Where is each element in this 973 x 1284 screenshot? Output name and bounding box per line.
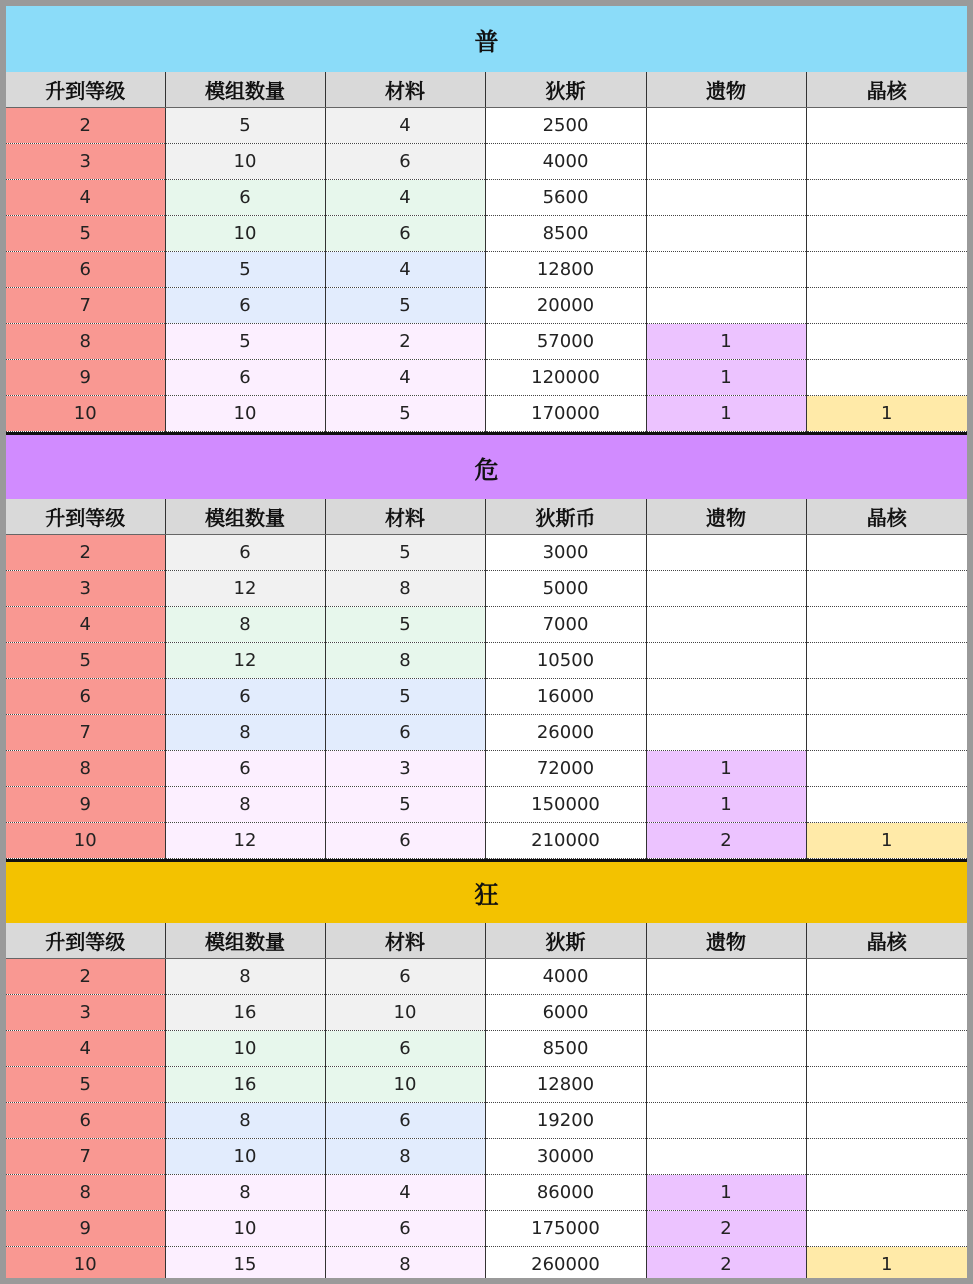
materials-cell: 8 xyxy=(325,643,485,679)
currency-cell: 12800 xyxy=(485,1067,646,1103)
relic-cell xyxy=(646,108,806,144)
level-cell: 7 xyxy=(6,715,165,751)
modules-cell: 10 xyxy=(165,144,325,180)
materials-cell: 6 xyxy=(325,216,485,252)
materials-cell: 4 xyxy=(325,108,485,144)
header-core: 晶核 xyxy=(806,72,967,108)
core-cell xyxy=(806,535,967,571)
currency-cell: 5000 xyxy=(485,571,646,607)
header-modules: 模组数量 xyxy=(165,72,325,108)
materials-cell: 10 xyxy=(325,1067,485,1103)
table-row xyxy=(6,180,967,216)
level-cell: 10 xyxy=(6,823,165,859)
cost-table xyxy=(6,72,967,432)
level-cell: 10 xyxy=(6,1247,165,1279)
relic-cell: 2 xyxy=(646,823,806,859)
currency-cell: 8500 xyxy=(485,1031,646,1067)
currency-cell: 7000 xyxy=(485,607,646,643)
table-row xyxy=(6,396,967,432)
level-cell: 6 xyxy=(6,252,165,288)
relic-cell xyxy=(646,715,806,751)
header-level: 升到等级 xyxy=(6,499,165,535)
modules-cell: 8 xyxy=(165,715,325,751)
relic-cell xyxy=(646,180,806,216)
currency-cell: 26000 xyxy=(485,715,646,751)
currency-cell: 72000 xyxy=(485,751,646,787)
modules-cell: 5 xyxy=(165,324,325,360)
level-cell: 6 xyxy=(6,679,165,715)
level-cell: 9 xyxy=(6,1211,165,1247)
table-row xyxy=(6,823,967,859)
materials-cell: 4 xyxy=(325,180,485,216)
currency-cell: 120000 xyxy=(485,360,646,396)
level-cell: 3 xyxy=(6,995,165,1031)
header-level: 升到等级 xyxy=(6,923,165,959)
materials-cell: 8 xyxy=(325,571,485,607)
modules-cell: 12 xyxy=(165,823,325,859)
modules-cell: 8 xyxy=(165,959,325,995)
core-cell xyxy=(806,1031,967,1067)
relic-cell xyxy=(646,535,806,571)
currency-cell: 12800 xyxy=(485,252,646,288)
core-cell: 1 xyxy=(806,823,967,859)
table-row xyxy=(6,643,967,679)
relic-cell xyxy=(646,643,806,679)
currency-cell: 150000 xyxy=(485,787,646,823)
cost-table xyxy=(6,923,967,1278)
table-row xyxy=(6,1211,967,1247)
core-cell xyxy=(806,1103,967,1139)
modules-cell: 6 xyxy=(165,535,325,571)
table-row xyxy=(6,607,967,643)
core-cell xyxy=(806,571,967,607)
relic-cell xyxy=(646,1067,806,1103)
currency-cell: 260000 xyxy=(485,1247,646,1279)
materials-cell: 6 xyxy=(325,823,485,859)
table-row xyxy=(6,571,967,607)
level-cell: 7 xyxy=(6,288,165,324)
modules-cell: 8 xyxy=(165,607,325,643)
core-cell xyxy=(806,360,967,396)
relic-cell xyxy=(646,252,806,288)
core-cell xyxy=(806,288,967,324)
core-cell xyxy=(806,1211,967,1247)
modules-cell: 10 xyxy=(165,1031,325,1067)
table-row xyxy=(6,995,967,1031)
relic-cell xyxy=(646,959,806,995)
level-cell: 2 xyxy=(6,959,165,995)
relic-cell xyxy=(646,144,806,180)
header-core: 晶核 xyxy=(806,923,967,959)
relic-cell xyxy=(646,607,806,643)
currency-cell: 6000 xyxy=(485,995,646,1031)
level-cell: 4 xyxy=(6,607,165,643)
table-row xyxy=(6,1031,967,1067)
level-cell: 5 xyxy=(6,216,165,252)
header-level: 升到等级 xyxy=(6,72,165,108)
materials-cell: 3 xyxy=(325,751,485,787)
table-row xyxy=(6,1175,967,1211)
level-cell: 4 xyxy=(6,180,165,216)
table-row xyxy=(6,1139,967,1175)
core-cell xyxy=(806,324,967,360)
level-cell: 8 xyxy=(6,751,165,787)
table-row xyxy=(6,252,967,288)
level-cell: 8 xyxy=(6,324,165,360)
materials-cell: 2 xyxy=(325,324,485,360)
header-materials: 材料 xyxy=(325,499,485,535)
relic-cell: 2 xyxy=(646,1247,806,1279)
table-row xyxy=(6,1103,967,1139)
modules-cell: 10 xyxy=(165,1139,325,1175)
materials-cell: 6 xyxy=(325,959,485,995)
core-cell xyxy=(806,180,967,216)
currency-cell: 3000 xyxy=(485,535,646,571)
core-cell: 1 xyxy=(806,1247,967,1279)
core-cell xyxy=(806,715,967,751)
modules-cell: 6 xyxy=(165,679,325,715)
core-cell xyxy=(806,1175,967,1211)
level-cell: 3 xyxy=(6,144,165,180)
currency-cell: 30000 xyxy=(485,1139,646,1175)
materials-cell: 5 xyxy=(325,787,485,823)
level-cell: 8 xyxy=(6,1175,165,1211)
relic-cell: 1 xyxy=(646,751,806,787)
currency-cell: 8500 xyxy=(485,216,646,252)
modules-cell: 6 xyxy=(165,751,325,787)
relic-cell: 1 xyxy=(646,787,806,823)
currency-cell: 170000 xyxy=(485,396,646,432)
currency-cell: 4000 xyxy=(485,144,646,180)
level-cell: 7 xyxy=(6,1139,165,1175)
section-normal xyxy=(6,6,967,432)
modules-cell: 6 xyxy=(165,360,325,396)
currency-cell: 10500 xyxy=(485,643,646,679)
core-cell: 1 xyxy=(806,396,967,432)
modules-cell: 8 xyxy=(165,1175,325,1211)
relic-cell xyxy=(646,571,806,607)
section-title: 普 xyxy=(6,6,967,72)
core-cell xyxy=(806,108,967,144)
modules-cell: 8 xyxy=(165,787,325,823)
level-cell: 3 xyxy=(6,571,165,607)
materials-cell: 5 xyxy=(325,607,485,643)
header-currency: 狄斯币 xyxy=(485,499,646,535)
materials-cell: 6 xyxy=(325,1103,485,1139)
table-row xyxy=(6,1247,967,1279)
core-cell xyxy=(806,643,967,679)
table-row xyxy=(6,288,967,324)
modules-cell: 6 xyxy=(165,288,325,324)
table-row xyxy=(6,144,967,180)
relic-cell: 1 xyxy=(646,324,806,360)
currency-cell: 175000 xyxy=(485,1211,646,1247)
relic-cell xyxy=(646,1031,806,1067)
level-cell: 2 xyxy=(6,108,165,144)
header-relic: 遗物 xyxy=(646,923,806,959)
level-cell: 5 xyxy=(6,643,165,679)
materials-cell: 6 xyxy=(325,144,485,180)
header-materials: 材料 xyxy=(325,72,485,108)
materials-cell: 4 xyxy=(325,252,485,288)
modules-cell: 5 xyxy=(165,252,325,288)
header-row xyxy=(6,499,967,535)
section-danger xyxy=(6,432,967,859)
currency-cell: 20000 xyxy=(485,288,646,324)
materials-cell: 4 xyxy=(325,1175,485,1211)
modules-cell: 12 xyxy=(165,571,325,607)
header-relic: 遗物 xyxy=(646,499,806,535)
currency-cell: 210000 xyxy=(485,823,646,859)
header-currency: 狄斯 xyxy=(485,72,646,108)
modules-cell: 10 xyxy=(165,216,325,252)
core-cell xyxy=(806,216,967,252)
materials-cell: 10 xyxy=(325,995,485,1031)
core-cell xyxy=(806,252,967,288)
materials-cell: 6 xyxy=(325,1031,485,1067)
materials-cell: 8 xyxy=(325,1139,485,1175)
table-row xyxy=(6,535,967,571)
materials-cell: 5 xyxy=(325,679,485,715)
materials-cell: 5 xyxy=(325,535,485,571)
header-row xyxy=(6,72,967,108)
level-cell: 9 xyxy=(6,787,165,823)
table-row xyxy=(6,1067,967,1103)
section-title: 狂 xyxy=(6,859,967,923)
modules-cell: 6 xyxy=(165,180,325,216)
level-cell: 10 xyxy=(6,396,165,432)
materials-cell: 4 xyxy=(325,360,485,396)
modules-cell: 12 xyxy=(165,643,325,679)
core-cell xyxy=(806,679,967,715)
header-row xyxy=(6,923,967,959)
modules-cell: 10 xyxy=(165,396,325,432)
core-cell xyxy=(806,995,967,1031)
currency-cell: 16000 xyxy=(485,679,646,715)
table-row xyxy=(6,787,967,823)
header-core: 晶核 xyxy=(806,499,967,535)
table-row xyxy=(6,679,967,715)
modules-cell: 16 xyxy=(165,995,325,1031)
relic-cell xyxy=(646,995,806,1031)
cost-table xyxy=(6,499,967,859)
table-row xyxy=(6,108,967,144)
header-relic: 遗物 xyxy=(646,72,806,108)
table-row xyxy=(6,715,967,751)
section-frenzy xyxy=(6,859,967,1278)
modules-cell: 10 xyxy=(165,1211,325,1247)
core-cell xyxy=(806,959,967,995)
currency-cell: 86000 xyxy=(485,1175,646,1211)
section-title: 危 xyxy=(6,432,967,499)
core-cell xyxy=(806,1139,967,1175)
relic-cell: 1 xyxy=(646,1175,806,1211)
level-cell: 4 xyxy=(6,1031,165,1067)
header-currency: 狄斯 xyxy=(485,923,646,959)
relic-cell: 1 xyxy=(646,360,806,396)
materials-cell: 6 xyxy=(325,715,485,751)
relic-cell xyxy=(646,679,806,715)
table-row xyxy=(6,751,967,787)
materials-cell: 8 xyxy=(325,1247,485,1279)
relic-cell xyxy=(646,1103,806,1139)
table-row xyxy=(6,959,967,995)
materials-cell: 5 xyxy=(325,288,485,324)
level-cell: 9 xyxy=(6,360,165,396)
modules-cell: 8 xyxy=(165,1103,325,1139)
core-cell xyxy=(806,751,967,787)
relic-cell xyxy=(646,1139,806,1175)
table-row xyxy=(6,360,967,396)
relic-cell xyxy=(646,288,806,324)
modules-cell: 16 xyxy=(165,1067,325,1103)
core-cell xyxy=(806,144,967,180)
level-cell: 5 xyxy=(6,1067,165,1103)
materials-cell: 6 xyxy=(325,1211,485,1247)
level-cell: 2 xyxy=(6,535,165,571)
table-row xyxy=(6,216,967,252)
header-materials: 材料 xyxy=(325,923,485,959)
relic-cell xyxy=(646,216,806,252)
currency-cell: 57000 xyxy=(485,324,646,360)
modules-cell: 15 xyxy=(165,1247,325,1279)
level-cell: 6 xyxy=(6,1103,165,1139)
relic-cell: 1 xyxy=(646,396,806,432)
currency-cell: 4000 xyxy=(485,959,646,995)
currency-cell: 5600 xyxy=(485,180,646,216)
core-cell xyxy=(806,1067,967,1103)
currency-cell: 19200 xyxy=(485,1103,646,1139)
table-row xyxy=(6,324,967,360)
core-cell xyxy=(806,787,967,823)
header-modules: 模组数量 xyxy=(165,499,325,535)
upgrade-cost-sheet xyxy=(6,6,967,1278)
materials-cell: 5 xyxy=(325,396,485,432)
relic-cell: 2 xyxy=(646,1211,806,1247)
currency-cell: 2500 xyxy=(485,108,646,144)
header-modules: 模组数量 xyxy=(165,923,325,959)
core-cell xyxy=(806,607,967,643)
modules-cell: 5 xyxy=(165,108,325,144)
